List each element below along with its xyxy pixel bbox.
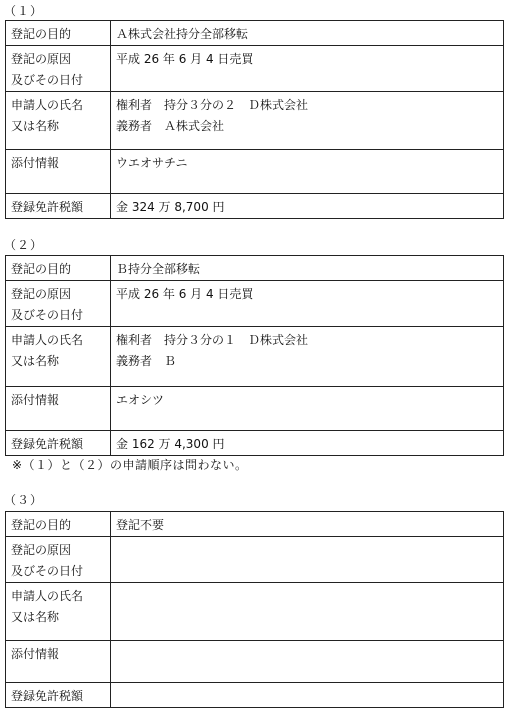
- table-row: [6, 21, 504, 46]
- value-attachments: ウエオサチニ: [111, 150, 504, 194]
- table-row: [6, 537, 504, 583]
- value-purpose: 登記不要: [111, 512, 504, 537]
- table-row: [6, 46, 504, 92]
- table-row: [6, 92, 504, 150]
- value-applicant: 権利者 持分３分の１ Ｄ株式会社 義務者 Ｂ: [111, 327, 504, 387]
- value-purpose: Ａ株式会社持分全部移転: [111, 21, 504, 46]
- table-row: [6, 641, 504, 683]
- label-tax: 登録免許税額: [6, 683, 111, 708]
- value-cause-date: 平成 26 年 6 月 4 日売買: [111, 281, 504, 327]
- label-purpose: 登記の目的: [6, 512, 111, 537]
- table-row: [6, 150, 504, 194]
- section-3-table: [5, 511, 504, 708]
- label-cause-date: 登記の原因 及びその日付: [6, 281, 111, 327]
- value-tax: 金 162 万 4,300 円: [111, 431, 504, 456]
- section-2-table: [5, 255, 504, 456]
- table-row: [6, 512, 504, 537]
- label-applicant: 申請人の氏名 又は名称: [6, 583, 111, 641]
- table-row: [6, 281, 504, 327]
- label-applicant: 申請人の氏名 又は名称: [6, 327, 111, 387]
- order-note: ※（１）と（２）の申請順序は問わない。: [12, 458, 248, 472]
- value-tax: 金 324 万 8,700 円: [111, 194, 504, 219]
- label-tax: 登録免許税額: [6, 194, 111, 219]
- section-2-heading: （２）: [4, 238, 44, 252]
- label-attachments: 添付情報: [6, 150, 111, 194]
- value-tax: [111, 683, 504, 708]
- value-cause-date: [111, 537, 504, 583]
- value-attachments: [111, 641, 504, 683]
- label-attachments: 添付情報: [6, 387, 111, 431]
- label-cause-date: 登記の原因 及びその日付: [6, 537, 111, 583]
- value-cause-date: 平成 26 年 6 月 4 日売買: [111, 46, 504, 92]
- label-attachments: 添付情報: [6, 641, 111, 683]
- label-applicant: 申請人の氏名 又は名称: [6, 92, 111, 150]
- value-applicant: [111, 583, 504, 641]
- label-purpose: 登記の目的: [6, 21, 111, 46]
- label-tax: 登録免許税額: [6, 431, 111, 456]
- label-purpose: 登記の目的: [6, 256, 111, 281]
- table-row: [6, 194, 504, 219]
- table-row: [6, 327, 504, 387]
- table-row: [6, 387, 504, 431]
- value-attachments: エオシツ: [111, 387, 504, 431]
- section-3-heading: （３）: [4, 493, 44, 507]
- section-1-heading: （１）: [4, 4, 44, 18]
- label-cause-date: 登記の原因 及びその日付: [6, 46, 111, 92]
- table-row: [6, 431, 504, 456]
- table-row: [6, 256, 504, 281]
- value-purpose: Ｂ持分全部移転: [111, 256, 504, 281]
- table-row: [6, 683, 504, 708]
- value-applicant: 権利者 持分３分の２ Ｄ株式会社 義務者 Ａ株式会社: [111, 92, 504, 150]
- section-1-table: [5, 20, 504, 219]
- table-row: [6, 583, 504, 641]
